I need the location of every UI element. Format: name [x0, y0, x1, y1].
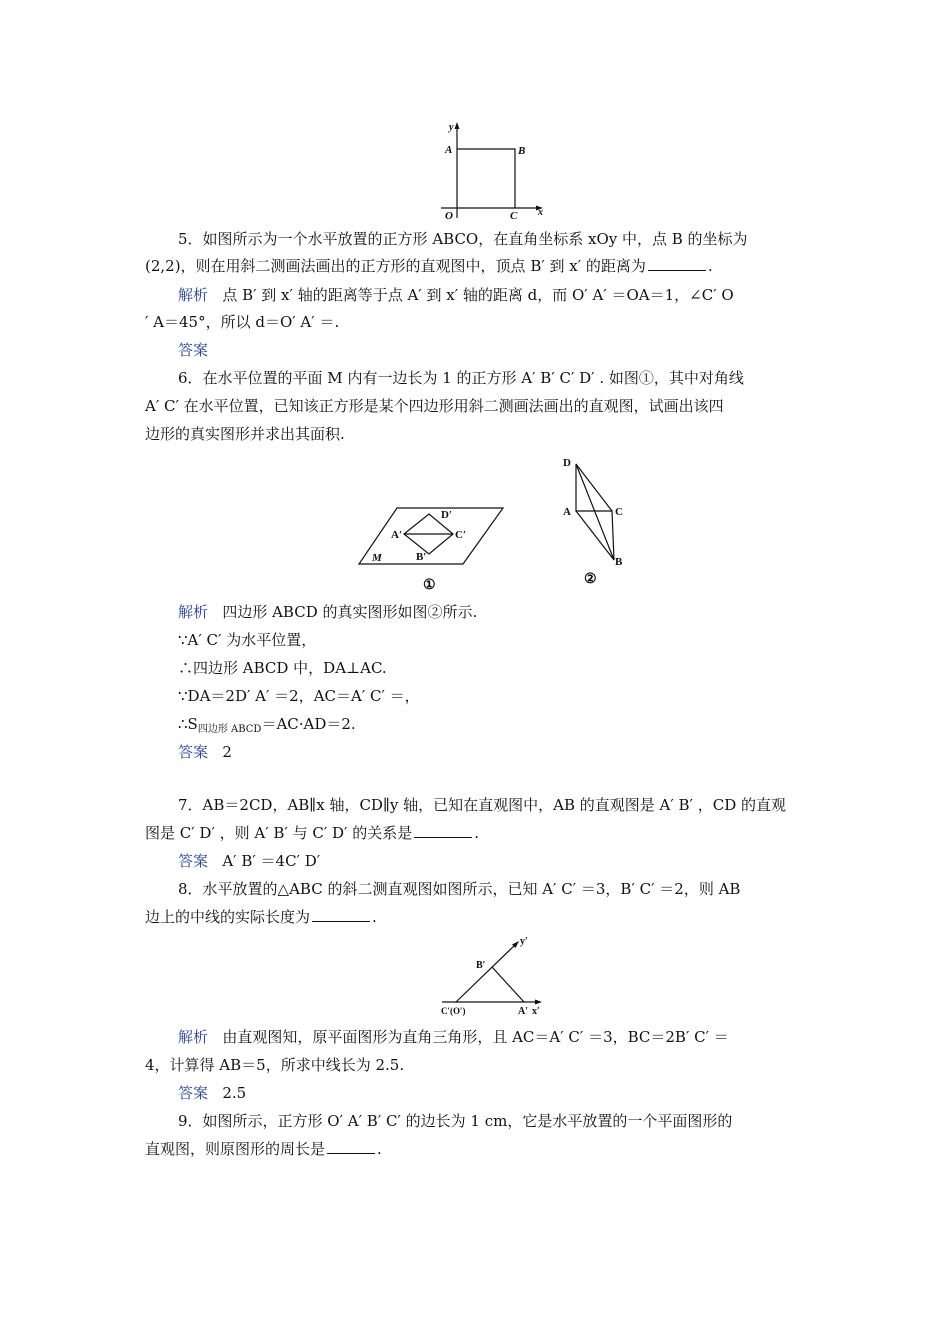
- caption-2: ②: [584, 572, 597, 587]
- q8-answer-blank: [312, 907, 370, 922]
- label-c: C′: [455, 529, 467, 541]
- q6-answer: [178, 739, 843, 766]
- label-a: A: [445, 144, 453, 156]
- q6-step4-rest: ＝AC·AD＝2.: [261, 715, 356, 733]
- label-x: x′: [532, 1006, 540, 1017]
- q9-line2-text: 直观图，则原图形的周长是: [145, 1140, 326, 1158]
- label-a: A′: [518, 1006, 529, 1017]
- y-axis-arrow: [455, 122, 460, 129]
- side-b-a: [492, 967, 524, 1002]
- q8-analysis: [178, 1024, 843, 1051]
- label-o: O: [445, 210, 453, 222]
- q6-step4-s: ∴S: [178, 715, 198, 733]
- q9-line2-end: .: [377, 1140, 382, 1158]
- q8-analysis-line2: 4，计算得 AB＝5，所求中线长为 2.5.: [145, 1056, 405, 1074]
- answer-tag: 答案: [178, 852, 209, 870]
- q6-step1: ∵A′ C′ 为水平位置，: [178, 631, 317, 649]
- label-c: C: [615, 506, 623, 518]
- answer-tag: 答案: [178, 341, 209, 359]
- q8-answer: [178, 1080, 843, 1107]
- label-c: C′(O′): [441, 1006, 466, 1016]
- q7-line1: 7．AB＝2CD，AB∥x 轴，CD∥y 轴，已知在直观图中，AB 的直观图是 A′ B′ ，CD 的直观: [178, 796, 787, 814]
- figure-q8-oblique-triangle: [440, 930, 555, 1020]
- analysis-tag: 解析: [178, 286, 209, 304]
- label-c: C: [510, 210, 518, 222]
- q7-line2-text: 图是 C′ D′ ，则 A′ B′ 与 C′ D′ 的关系是: [145, 824, 413, 842]
- q5-analysis-line2: ′ A＝45°，所以 d＝O′ A′ ＝.: [145, 313, 340, 331]
- q9-answer-blank: [327, 1139, 375, 1154]
- q8-line2-text: 边上的中线的实际长度为: [145, 908, 311, 926]
- label-d: D′: [441, 509, 453, 521]
- label-b: B′: [416, 551, 427, 563]
- q6-line1: 6．在水平位置的平面 M 内有一边长为 1 的正方形 A′ B′ C′ D′ . 如图①，其中对角线: [178, 369, 744, 387]
- q8-analysis-text: 由直观图知，原平面图形为直角三角形，且 AC＝A′ C′ ＝3，BC＝2B′ C′ ＝: [222, 1028, 729, 1046]
- caption-1: ①: [423, 578, 436, 593]
- q7-answer-blank: [414, 823, 472, 838]
- q6-analysis-text: 四边形 ABCD 的真实图形如图②所示.: [222, 603, 478, 621]
- q6-step4-sub: 四边形 ABCD: [197, 724, 262, 735]
- q5-line2-end: .: [707, 257, 713, 275]
- q5-analysis-text: 点 B′ 到 x′ 轴的距离等于点 A′ 到 x′ 轴的距离 d，而 O′ A′ ＝OA＝1，∠C′ O: [222, 286, 734, 304]
- label-d: D: [563, 457, 571, 469]
- q5-answer-blank: [648, 256, 706, 271]
- label-y: y: [449, 122, 454, 133]
- q5-answer: [178, 337, 843, 364]
- label-x: x: [538, 207, 543, 218]
- q8-line2-end: .: [372, 908, 377, 926]
- label-a: A: [563, 506, 571, 518]
- answer-tag: 答案: [178, 1084, 209, 1102]
- side-d-c: [576, 464, 612, 511]
- label-y: y′: [520, 936, 528, 947]
- q6-step2: ∴四边形 ABCD 中，DA⊥AC.: [178, 659, 387, 677]
- q7-line2-end: .: [474, 824, 479, 842]
- quadrilateral-abcd: [576, 464, 614, 560]
- y-prime-axis: [456, 944, 516, 1002]
- x-prime-arrow: [535, 1000, 542, 1005]
- q6-answer-value: 2: [222, 743, 232, 761]
- analysis-tag: 解析: [178, 1028, 209, 1046]
- q7-answer-value: A′ B′ ＝4C′ D′: [222, 852, 321, 870]
- label-b: B: [615, 556, 623, 568]
- q6-analysis: [178, 599, 843, 626]
- q5-line2-text: (2,2)，则在用斜二测画法画出的正方形的直观图中，顶点 B′ 到 x′ 的距离为: [145, 257, 646, 275]
- q5-line2: [145, 253, 810, 280]
- q6-step3: ∵DA＝2D′ A′ ＝2，AC＝A′ C′ ＝，: [178, 687, 420, 705]
- label-b: B′: [476, 960, 486, 971]
- square-outline: [457, 149, 515, 208]
- q7-line2: [145, 820, 810, 847]
- figure-square-abco: [435, 118, 555, 228]
- q9-line1: 9．如图所示，正方形 O′ A′ B′ C′ 的边长为 1 cm，它是水平放置的一个平面图形的: [178, 1112, 733, 1130]
- side-a-b: [576, 511, 614, 560]
- figure-2-quadrilateral: [558, 452, 638, 587]
- q5-analysis: [178, 282, 843, 309]
- q8-line1: 8．水平放置的△ABC 的斜二测直观图如图所示，已知 A′ C′ ＝3，B′ C′ ＝2，则 AB: [178, 880, 741, 898]
- q8-answer-value: 2.5: [222, 1084, 247, 1102]
- q7-answer: [178, 848, 843, 875]
- q9-line2: [145, 1136, 810, 1163]
- label-m: M: [372, 552, 382, 564]
- label-a: A′: [391, 529, 403, 541]
- q8-line2: [145, 904, 810, 931]
- label-b: B: [518, 145, 526, 157]
- q6-line2: A′ C′ 在水平位置，已知该正方形是某个四边形用斜二测画法画出的直观图，试画出该四: [145, 397, 724, 415]
- figure-1-plane-m: [355, 500, 515, 600]
- answer-tag: 答案: [178, 743, 209, 761]
- analysis-tag: 解析: [178, 603, 209, 621]
- q5-line1: 5．如图所示为一个水平放置的正方形 ABCO，在直角坐标系 xOy 中，点 B 的坐标为: [178, 230, 748, 248]
- q6-line3: 边形的真实图形并求出其面积.: [145, 425, 345, 443]
